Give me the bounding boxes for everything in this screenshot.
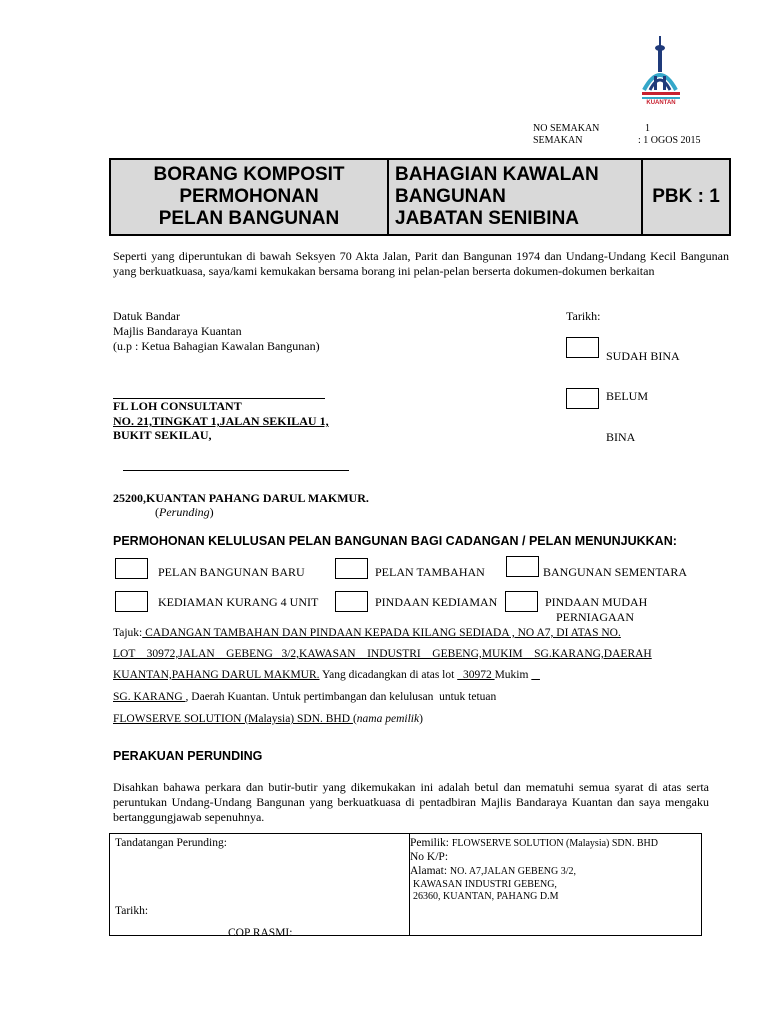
- pindaan-mudah-label: PINDAAN MUDAH PERNIAGAAN: [545, 595, 648, 624]
- consultant-address-2: BUKIT SEKILAU,: [113, 428, 212, 442]
- pindaan-mudah-checkbox[interactable]: [505, 591, 538, 612]
- application-heading: PERMOHONAN KELULUSAN PELAN BANGUNAN BAGI CADANGAN / PELAN MENUNJUKKAN:: [113, 534, 677, 548]
- nokp-label: No K/P:: [410, 851, 449, 863]
- bangunan-sementara-label: BANGUNAN SEMENTARA: [543, 565, 688, 579]
- pindaan-kediaman-checkbox[interactable]: [335, 591, 368, 612]
- pemilik-line: Pemilik: FLOWSERVE SOLUTION (Malaysia) SDN. BHD: [410, 837, 658, 849]
- alamat-line-2: KAWASAN INDUSTRI GEBENG,: [413, 879, 557, 890]
- bina-label: BINA: [606, 430, 636, 444]
- tarikh-label: Tarikh:: [566, 309, 601, 323]
- pelan-bangunan-baru-label: PELAN BANGUNAN BARU: [158, 565, 305, 579]
- tajuk-line-1: Tajuk: CADANGAN TAMBAHAN DAN PINDAAN KEPADA KILANG SEDIADA , NO A7, DI ATAS NO.: [113, 627, 621, 639]
- bangunan-sementara-checkbox[interactable]: [506, 556, 539, 577]
- logo-text: KUANTAN: [646, 100, 676, 106]
- pelan-tambahan-label: PELAN TAMBAHAN: [375, 565, 485, 579]
- perakuan-heading: PERAKUAN PERUNDING: [113, 749, 263, 763]
- alamat-line: Alamat: NO. A7,JALAN GEBENG 3/2,: [410, 865, 577, 877]
- header-form-title: BORANG KOMPOSIT PERMOHONAN PELAN BANGUNAN: [109, 158, 389, 236]
- pindaan-kediaman-label: PINDAAN KEDIAMAN: [375, 595, 498, 609]
- belum-bina-checkbox[interactable]: [566, 388, 599, 409]
- cop-rasmi-label: COP RASMI:: [228, 927, 293, 939]
- kediaman-kurang-checkbox[interactable]: [115, 591, 148, 612]
- perakuan-paragraph: Disahkan bahawa perkara dan butir-butir yang dikemukakan ini adalah betul dan mematuhi semua syarat di atas serta peruntukan Undang-Undang Bangunan yang berkuatkuasa di pentadbiran Majlis Bandaraya Kuantan dan saya mengaku bertanggungjawab sepenuhnya.: [113, 780, 709, 824]
- consultant-name: FL LOH CONSULTANT: [113, 399, 242, 413]
- consultant-role: (Perunding): [155, 505, 214, 519]
- kediaman-kurang-label: KEDIAMAN KURANG 4 UNIT: [158, 595, 319, 609]
- tandatangan-label: Tandatangan Perunding:: [115, 837, 227, 849]
- semakan-value: : 1 OGOS 2015: [638, 135, 701, 146]
- sudah-bina-checkbox[interactable]: [566, 337, 599, 358]
- no-semakan-value: 1: [645, 123, 650, 134]
- pelan-tambahan-checkbox[interactable]: [335, 558, 368, 579]
- consultant-postcode: 25200,KUANTAN PAHANG DARUL MAKMUR.: [113, 491, 369, 505]
- addressee-block: Datuk Bandar Majlis Bandaraya Kuantan (u.p : Ketua Bahagian Kawalan Bangunan): [113, 309, 320, 353]
- tajuk-line-4: SG. KARANG , Daerah Kuantan. Untuk pertimbangan dan kelulusan untuk tetuan: [113, 691, 497, 703]
- alamat-line-3: 26360, KUANTAN, PAHANG D.M: [413, 891, 559, 902]
- council-logo: [636, 34, 686, 112]
- belum-label: BELUM: [606, 389, 648, 403]
- consultant-address-line: [123, 470, 349, 471]
- tajuk-line-2: LOT 30972,JALAN GEBENG 3/2,KAWASAN INDUSTRI GEBENG,MUKIM SG.KARANG,DAERAH: [113, 648, 652, 660]
- sudah-bina-label: SUDAH BINA: [606, 349, 680, 363]
- semakan-label: SEMAKAN: [533, 135, 583, 146]
- pelan-bangunan-baru-checkbox[interactable]: [115, 558, 148, 579]
- signature-tarikh-label: Tarikh:: [115, 905, 149, 917]
- header-form-code: PBK : 1: [641, 158, 731, 236]
- consultant-address-1: NO. 21,TINGKAT 1,JALAN SEKILAU 1,: [113, 414, 329, 428]
- tajuk-owner-line: FLOWSERVE SOLUTION (Malaysia) SDN. BHD (nama pemilik): [113, 713, 423, 725]
- header-department: BAHAGIAN KAWALAN BANGUNAN JABATAN SENIBINA: [387, 158, 643, 236]
- no-semakan-label: NO SEMAKAN: [533, 123, 600, 134]
- tajuk-line-3: KUANTAN,PAHANG DARUL MAKMUR. Yang dicadangkan di atas lot 30972 Mukim: [113, 669, 532, 681]
- intro-paragraph: Seperti yang diperuntukan di bawah Seksyen 70 Akta Jalan, Parit dan Bangunan 1974 dan Undang-Undang Kecil Bangunan yang berkuatkuasa, saya/kami kemukakan bersama borang ini pelan-pelan berserta dokumen-dokumen berkaitan: [113, 249, 729, 278]
